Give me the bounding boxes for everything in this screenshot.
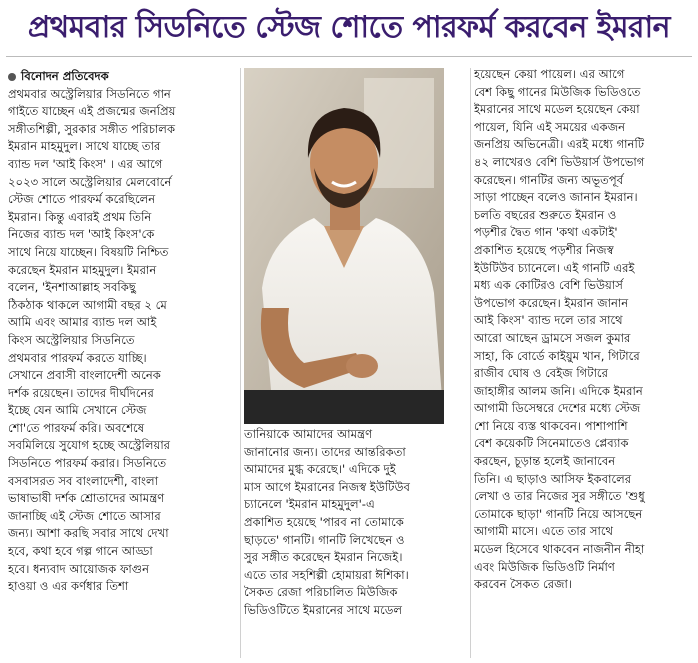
text-line: মাস আগে ইমরানের নিজস্ব ইউটিউব xyxy=(244,479,410,494)
text-line: ঠিকঠাক থাকলে আগামী বছর ২ মে xyxy=(8,297,167,312)
text-line: পড়শীর দ্বৈত গান 'কথা একটাই' xyxy=(474,225,618,240)
text-line: নিজের ব্যান্ড দল 'আই কিংস'কে xyxy=(8,227,155,242)
text-line: হবে, কথা হবে গল্প গানে আড্ডা xyxy=(8,544,153,559)
text-line: বেশ কিছু গানের মিউজিক ভিডিওতে xyxy=(474,84,641,99)
text-line: লেখা ও তার নিজের সুর সঙ্গীতে 'শুধু xyxy=(474,489,645,504)
column-divider-left xyxy=(240,68,241,658)
text-line: প্রথমবার পারফর্ম করতে যাচ্ছি। xyxy=(8,350,147,365)
text-line: আমাদের মুগ্ধ করেছে।' এদিকে দুই xyxy=(244,462,396,477)
article-photo xyxy=(244,68,444,424)
text-line: হাওয়া ও এর কর্ণধার তিশা xyxy=(8,579,129,594)
text-line: ছাড়তে' গানটি। গানটি লিখেছেন ও xyxy=(244,532,405,547)
text-line: পায়েল, যিনি এই সময়ের একজন xyxy=(474,119,626,134)
text-line: করেছেন। গানটির জন্য অভূতপূর্ব xyxy=(474,172,624,187)
text-line: প্রকাশিত হয়েছে পড়শীর নিজস্ব xyxy=(474,242,614,257)
text-line: সবমিলিয়ে সুযোগ হচ্ছে অস্ট্রেলিয়ার xyxy=(8,438,171,453)
text-line: আরো আছেন ড্রামসে সজল কুমার xyxy=(474,330,631,345)
text-line: এবং মিউজিক ভিডিওটি নির্মাণ xyxy=(474,559,615,574)
text-line: ভাষাভাষী দর্শক শ্রোতাদের আমন্ত্রণ xyxy=(8,491,165,506)
text-line: ব্যান্ড দল 'আই কিংস' । এর আগে xyxy=(8,156,163,171)
text-line: সেখানে প্রবাসী বাংলাদেশী অনেক xyxy=(8,368,161,383)
text-line: সৈকত রেজা পরিচালিত মিউজিক xyxy=(244,585,398,600)
text-line: ইচ্ছে যেন আমি সেখানে স্টেজ xyxy=(8,403,147,418)
text-line: ইমরান। কিন্তু এবারই প্রথম তিনি xyxy=(8,209,152,224)
text-line: জন্য। আশা করছি সবার সাথে দেখা xyxy=(8,526,169,541)
text-line: প্রকাশিত হয়েছে 'পারব না তোমাকে xyxy=(244,514,404,529)
text-line: প্রথমবার অস্ট্রেলিয়ার সিডনিতে গান xyxy=(8,86,171,101)
portrait-image xyxy=(244,68,444,424)
text-line: ইমরানের সাথে মডেল হয়েছেন কেয়া xyxy=(474,102,640,117)
text-line: সিডনিতে পারফর্ম করার। সিডনিতে xyxy=(8,456,167,471)
text-line: ইমরান মাহমুদুল। সাথে যাচ্ছে তার xyxy=(8,139,161,154)
text-line: দর্শক রয়েছেন। তাদের দীর্ঘদিনের xyxy=(8,385,154,400)
column-middle xyxy=(244,426,470,620)
text-line: জনপ্রিয় অভিনেত্রী। এরই মধ্যে গানটি xyxy=(474,137,645,152)
column-left xyxy=(8,68,240,596)
text-line: স্টেজ শোতে পারফর্ম করেছিলেন xyxy=(8,192,156,207)
text-line: আই কিংস' ব্যান্ড দলে তার সাথে xyxy=(474,313,623,328)
text-line: রাজীব ঘোষ ও বেইজ গিটারে xyxy=(474,366,608,381)
text-line: এতে তার সহশিল্পী হোমায়রা ঈশিকা। xyxy=(244,567,409,582)
text-line: শো নিয়ে ব্যস্ত থাকবেন। পাশাপাশি xyxy=(474,418,628,433)
text-line: মডেল হিসেবে থাকবেন নাজনীন নীহা xyxy=(474,542,645,557)
text-line: বেশ কয়েকটি সিনেমাতেও প্লেব্যাক xyxy=(474,436,629,451)
text-line: তানিয়াকে আমাদের আমন্ত্রণ xyxy=(244,427,373,441)
text-line: উপভোগ করেছেন। ইমরান জানান xyxy=(474,295,629,310)
text-line: মধ্য এক কোটিরও বেশি ভিউয়ার্স xyxy=(474,278,623,293)
text-line: গাইতে যাচ্ছেন এই প্রজন্মের জনপ্রিয় xyxy=(8,104,176,119)
text-line: জানাচ্ছি এই স্টেজ শোতে আসার xyxy=(8,508,161,523)
text-line: সাহা, কি বোর্ডে কাইয়ুম খান, গিটারে xyxy=(474,348,640,363)
text-line: হবে। ধন্যবাদ আয়োজক ফাগুন xyxy=(8,561,149,576)
text-line: করেছেন ইমরান মাহমুদুল। ইমরান xyxy=(8,262,157,277)
text-line: সাড়া পাচ্ছেন বলেও জানান ইমরান। xyxy=(474,190,638,205)
middle-body xyxy=(244,426,470,620)
column-right xyxy=(474,66,692,594)
text-line: জাহাঙ্গীর আলম জনি। এদিকে ইমরান xyxy=(474,383,643,398)
text-line: আগামী মাসে। এতে তার সাথে xyxy=(474,524,614,539)
text-line: সঙ্গীতশিল্পী, সুরকার সঙ্গীত পরিচালক xyxy=(8,121,176,136)
text-line: আগামী ডিসেম্বরে দেশের মধ্যে স্টেজ xyxy=(474,401,641,416)
text-line: ৪২ লাখেরও বেশি ভিউয়ার্স উপভোগ xyxy=(474,154,645,169)
left-body xyxy=(8,86,240,596)
text-line: চ্যানেলে 'ইমরান মাহমুদুল'-এ xyxy=(244,497,375,512)
byline-text: বিনোদন প্রতিবেদক xyxy=(21,69,109,83)
headline-rule xyxy=(6,56,692,57)
text-line: বলেন, 'ইনশাআল্লাহ সবকিছু xyxy=(8,280,136,295)
text-line: ২০২৩ সালে অস্ট্রেলিয়ার মেলবোর্নে xyxy=(8,174,172,189)
right-body xyxy=(474,66,692,594)
text-line: সুর সঙ্গীত করেছেন ইমরান নিজেই। xyxy=(244,550,403,565)
bullet-icon xyxy=(8,73,16,81)
text-line: আমি এবং আমার ব্যান্ড দল আই xyxy=(8,315,157,330)
text-line: তিনি। এ ছাড়াও আসিফ ইকবালের xyxy=(474,471,632,486)
text-line: শো'তে পারফর্ম করি। অবশেষে xyxy=(8,420,145,435)
headline: প্রথমবার সিডনিতে স্টেজ শোতে পারফর্ম করবেন ইমরান xyxy=(27,10,671,45)
text-line: তোমাকে ছাড়া' গানটি নিয়ে আসছেন xyxy=(474,506,643,521)
text-line: চলতি বছরের শুরুতে ইমরান ও xyxy=(474,207,617,222)
text-line: বসবাসরত সব বাংলাদেশী, বাংলা xyxy=(8,473,159,488)
text-line: ভিডিওটিতে ইমরানের সাথে মডেল xyxy=(244,602,403,617)
text-line: ইউটিউব চ্যানেলে। এই গানটি এরই xyxy=(474,260,635,275)
byline xyxy=(8,68,240,86)
text-line: জানানোর জন্য। তাদের আন্তরিকতা xyxy=(244,444,406,459)
text-line: হয়েছেন কেয়া পায়েল। এর আগে xyxy=(474,67,625,81)
text-line: করবেন সৈকত রেজা। xyxy=(474,577,573,592)
text-line: সাথে নিয়ে যাচ্ছেন। বিষয়টি নিশ্চিত xyxy=(8,244,169,259)
column-divider-right xyxy=(470,68,471,658)
text-line: কিংস অস্ট্রেলিয়ার সিডনিতে xyxy=(8,332,135,347)
text-line: করছেন, চূড়ান্ত হলেই জানাবেন xyxy=(474,454,616,469)
